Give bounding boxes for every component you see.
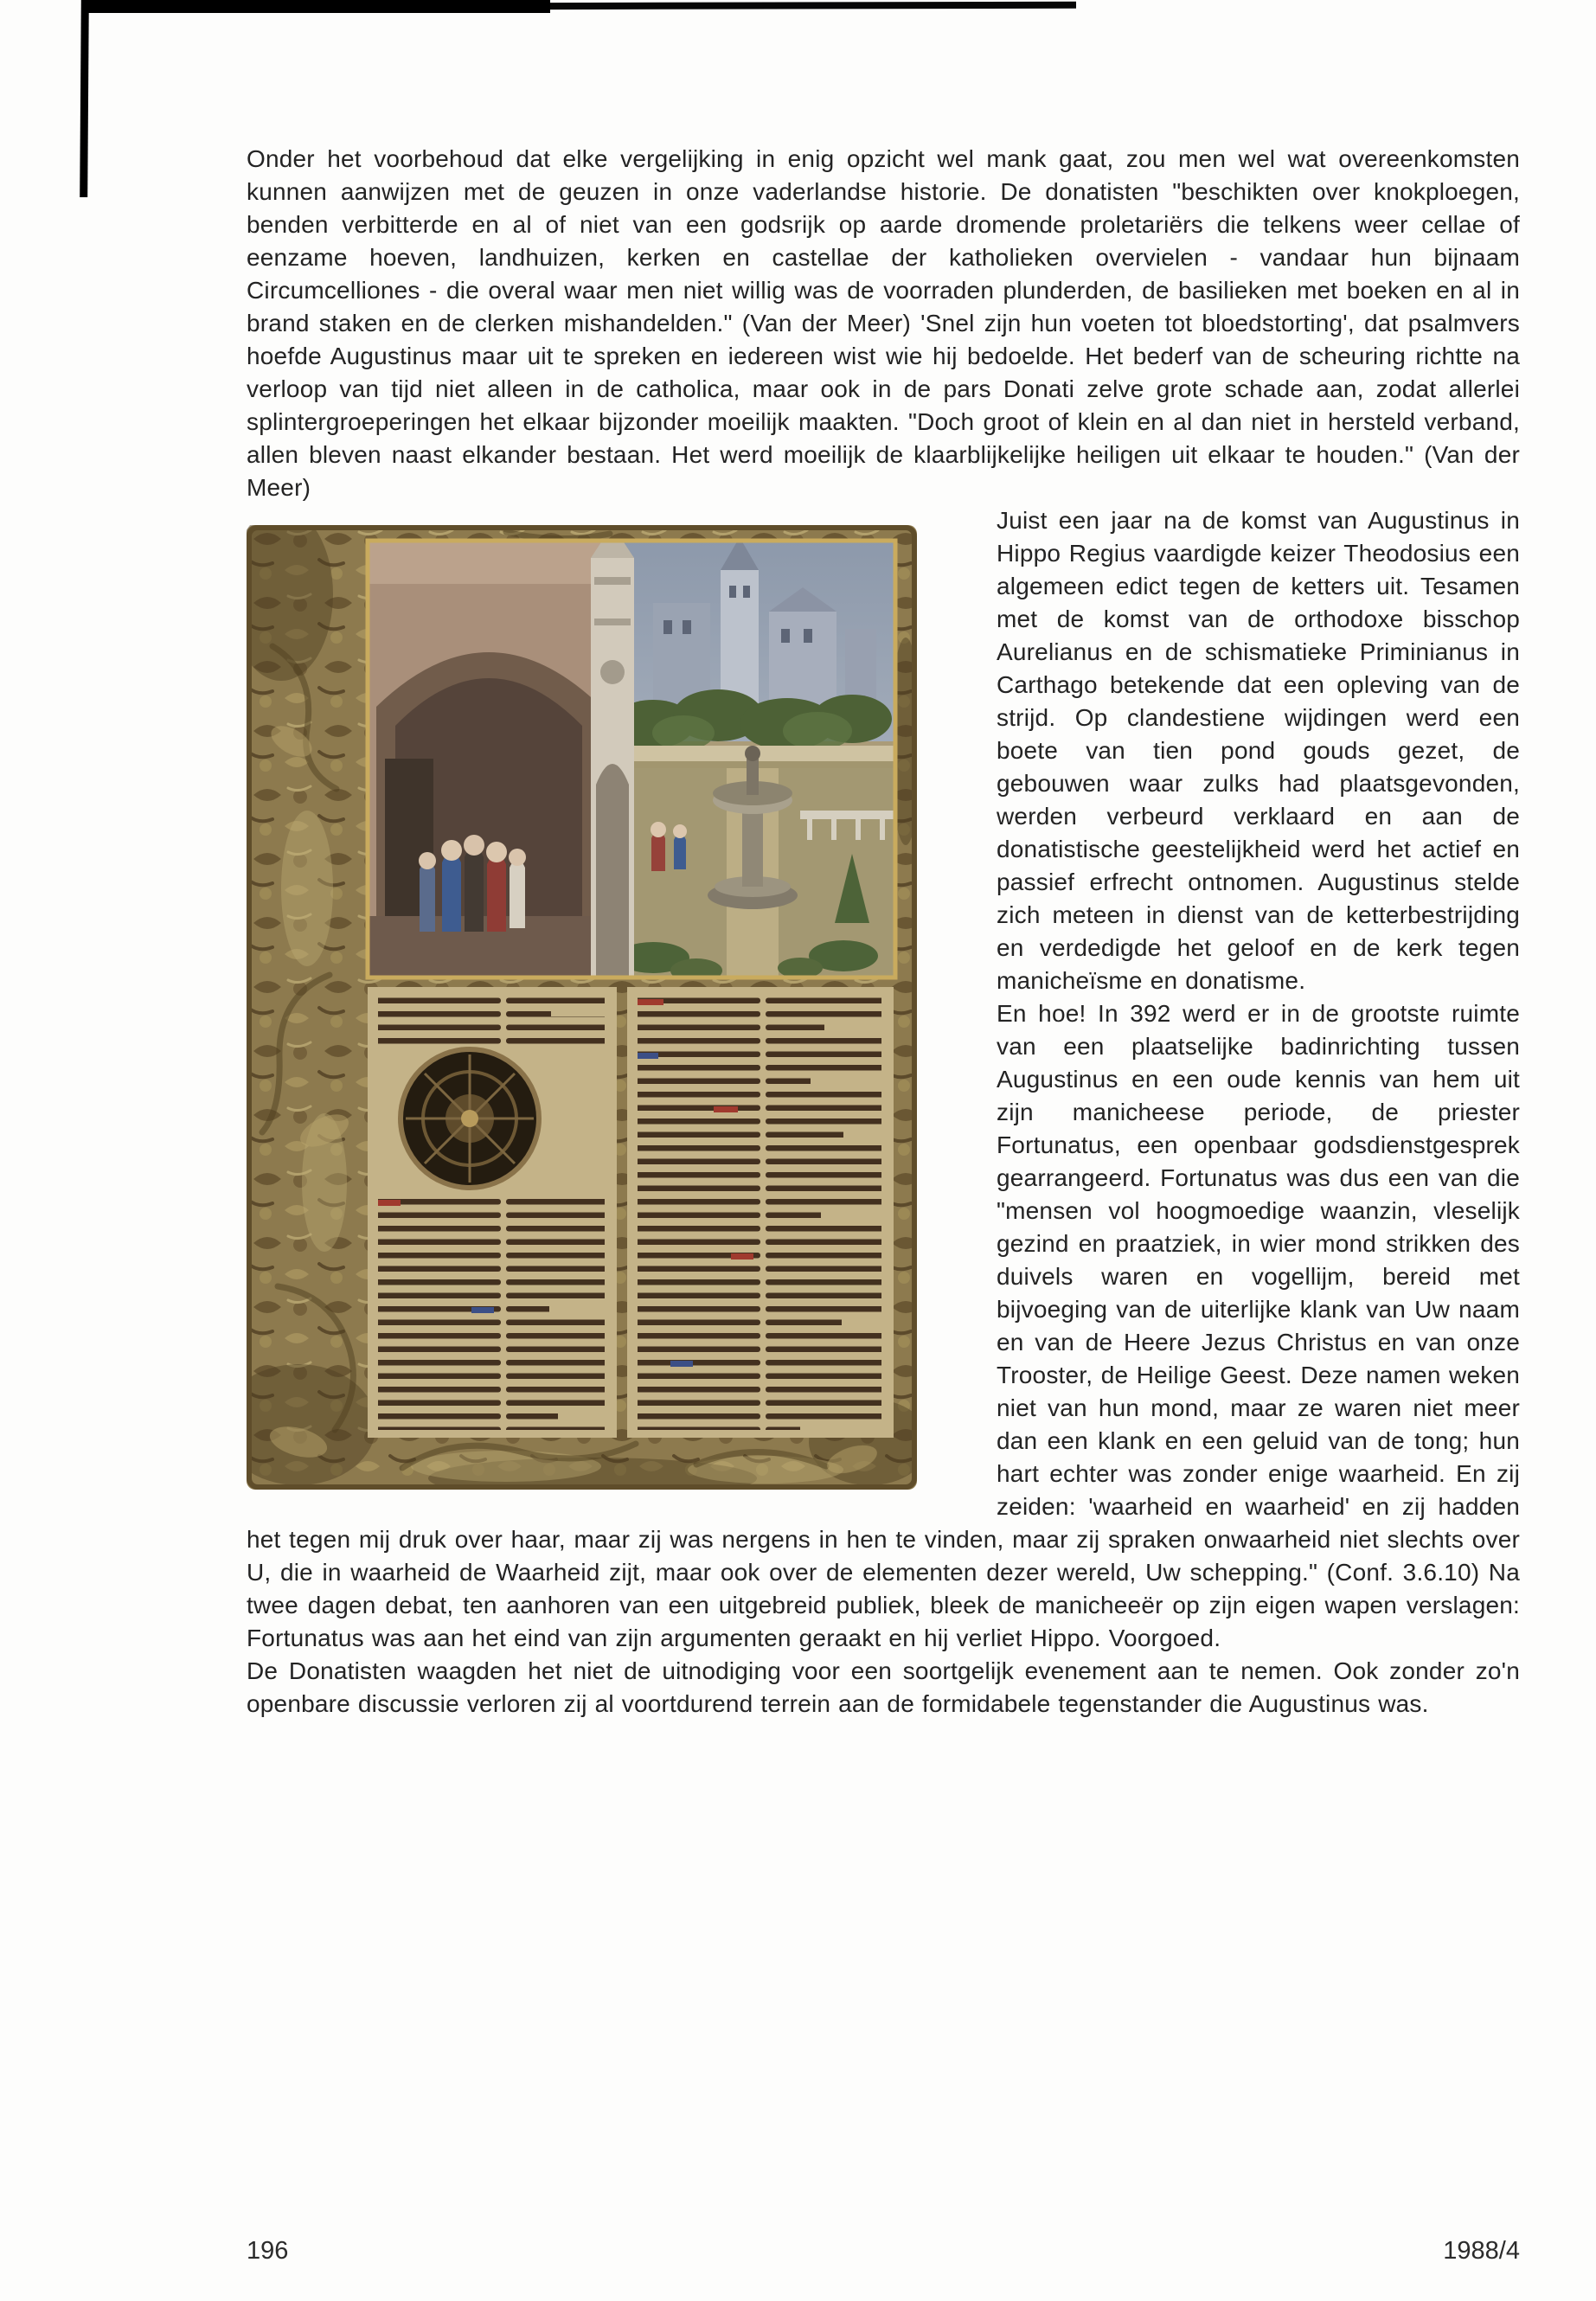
manuscript-illustration-graphic (247, 525, 917, 1490)
paragraph-2: Juist een jaar na de komst van Augustinus in Hippo Regius vaardigde keizer Theodosius een algemeen edict tegen de ketters uit. Tesamen met de komst van de orthodoxe bisschop Aurelianus en de schismatieke Priminianus in Carthago betekende dat een opleving van de strijd. Op clandestiene wijdingen werd een boete van tien pond gouds gezet, de gebouwen waar zulks had plaatsgevonden, werden verbeurd verklaard en aan de donatistische geestelijkheid werd het actief en passief erfrecht ontnomen. Augustinus stelde zich meteen in dienst van de ketterbestrijding en verdedigde het geloof en de kerk tegen manicheïsme en donatisme. (997, 507, 1520, 994)
scan-edge-artifact-top-thick (83, 0, 550, 13)
page-number: 196 (247, 2237, 289, 2265)
paragraph-1: Onder het voorbehoud dat elke vergelijking in enig opzicht wel mank gaat, zou men wel wat overeenkomsten kunnen aanwijzen met de geuzen in onze vaderlandse historie. De donatisten "beschikten over knokploegen, benden verbitterde en al of niet van een godsrijk op aarde dromende proletariërs die telkens weer cellae of eenzame hoeven, landhuizen, kerken en castellae der katholieken overvielen - vandaar hun bijnaam Circumcelliones - die overal waar men niet willig was de voorraden plunderden, de basilieken met boeken en al in brand staken en de clerken mishandelden." (Van der Meer) 'Snel zijn hun voeten tot bloedstorting', dat psalmvers hoefde Augustinus maar uit te spreken en iedereen wist wie hij bedoelde. Het bederf van de scheuring richtte na verloop van tijd niet alleen in de catholica, maar ook in de pars Donati zelve grote schade aan, zodat allerlei splintergroeperingen het elkaar bijzonder moeilijk maakten. "Doch groot of klein en al dan niet in hersteld verband, allen bleven naast elkander bestaan. Het werd moeilijk de klaarblijkelijke heiligen uit elkaar te houden." (Van der Meer) (247, 145, 1520, 501)
paragraph-4: De Donatisten waagden het niet de uitnodiging voor een soortgelijk evenement aan te nemen. Ook zonder zo'n openbare discussie verloren zij al voortdurend terrein aan de formidabele tegenstander die Augustinus was. (247, 1657, 1520, 1717)
manuscript-illustration (247, 525, 917, 1490)
page-footer (247, 2237, 1520, 2266)
issue-number: 1988/4 (1443, 2237, 1520, 2265)
scan-edge-artifact-left (80, 0, 89, 197)
paragraph-3: En hoe! In 392 werd er in de grootste ruimte van een plaatselijke badinrichting tussen Augustinus en een oude kennis van hem uit zijn manicheese periode, de priester Fortunatus, een openbaar godsdienstgesprek gearrangeerd. Fortunatus was dus een van die "mensen vol hoogmoedige waanzin, vleselijk gezind en praatziek, in wier mond strikken des duivels waren en vogellijm, bereid met bijvoeging van de uiterlijke klank van Uw naam en van de Heere Jezus Christus en van onze Trooster, de Heilige Geest. Deze namen weken niet van hun mond, maar ze waren niet meer dan een klank en een geluid van de tong; hun hart echter was zonder enige waarheid. En zij zeiden: 'waarheid en waarheid' en zij hadden het tegen mij druk over haar, maar zij was nergens in hen te vinden, maar zij spraken onwaarheid niet slechts over U, die in waarheid de Waarheid zijt, maar ook over de elementen dezer wereld, Uw schepping." (Conf. 3.6.10) Na twee dagen debat, ten aanhoren van een uitgebreid publiek, bleek de manicheeër op zijn eigen wapen verslagen: Fortunatus was aan het eind van zijn argumenten geraakt en hij verliet Hippo. Voorgoed. (247, 1000, 1520, 1651)
body-text (247, 143, 1520, 1721)
